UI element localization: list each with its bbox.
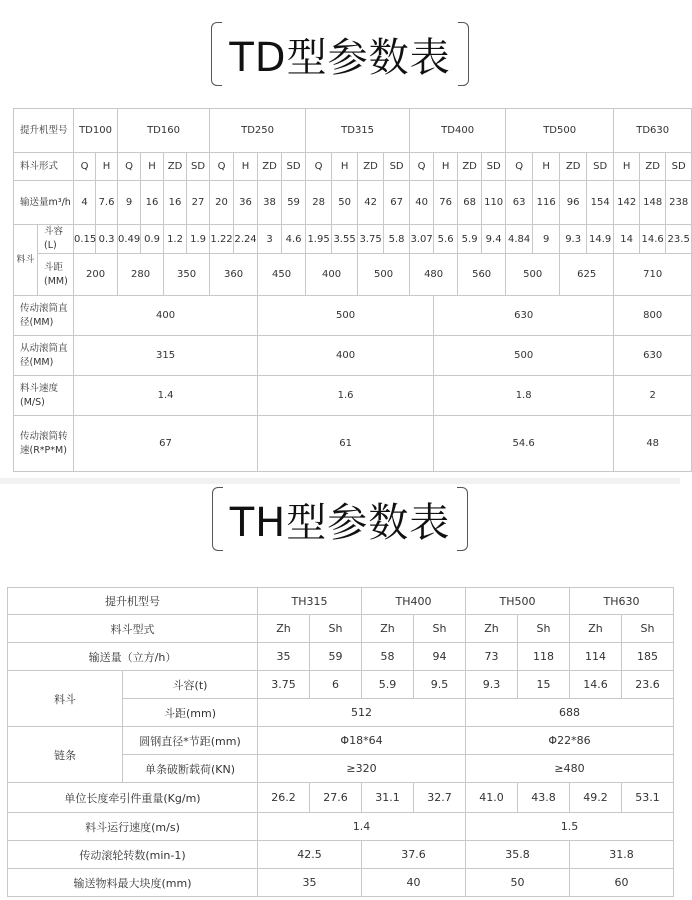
- td-capacity: 27: [187, 181, 210, 225]
- td-volume: 0.3: [96, 225, 118, 254]
- td-volume: 23.5: [666, 225, 692, 254]
- th-weight: 32.7: [414, 783, 466, 813]
- td-bucket-form: H: [234, 153, 258, 181]
- td-capacity: 20: [210, 181, 234, 225]
- th-lump: 60: [570, 869, 674, 897]
- td-speed: 2: [614, 376, 692, 416]
- th-volume: 6: [310, 671, 362, 699]
- td-bucket-form: SD: [482, 153, 506, 181]
- td-drive-dia: 500: [258, 296, 434, 336]
- th-volume: 9.5: [414, 671, 466, 699]
- td-capacity: 76: [434, 181, 458, 225]
- th-rpm: 42.5: [258, 841, 362, 869]
- th-break-load: ≥480: [466, 755, 674, 783]
- td-capacity: 59: [282, 181, 306, 225]
- td-volume: 1.22: [210, 225, 234, 254]
- th-capacity: 35: [258, 643, 310, 671]
- td-row-model: [14, 109, 692, 153]
- td-model: TD315: [306, 109, 410, 153]
- th-label-break-load: 单条破断载荷(KN): [123, 755, 258, 783]
- td-title: TD型参数表: [211, 22, 468, 86]
- td-bucket-form: ZD: [640, 153, 666, 181]
- th-model: TH400: [362, 588, 466, 615]
- td-pitch: 500: [358, 254, 410, 296]
- td-capacity: 154: [587, 181, 614, 225]
- td-volume: 0.49: [118, 225, 141, 254]
- th-label-bucket-group: 料斗: [8, 671, 123, 727]
- td-label-pitch: 斗距(MM): [38, 254, 74, 296]
- th-pitch: 512: [258, 699, 466, 727]
- td-capacity: 16: [141, 181, 164, 225]
- th-label-capacity: 输送量（立方/h）: [8, 643, 258, 671]
- td-pitch: 200: [74, 254, 118, 296]
- td-row-driven-dia: [14, 336, 692, 376]
- td-parameter-table: [13, 108, 692, 472]
- td-pitch: 710: [614, 254, 692, 296]
- th-capacity: 185: [622, 643, 674, 671]
- td-volume: 4.6: [282, 225, 306, 254]
- td-pitch: 560: [458, 254, 506, 296]
- th-label-rpm: 传动滚轮转数(min-1): [8, 841, 258, 869]
- th-volume: 15: [518, 671, 570, 699]
- td-bucket-form: H: [614, 153, 640, 181]
- th-lump: 35: [258, 869, 362, 897]
- td-row-pitch: [14, 254, 692, 296]
- th-label-chain-group: 链条: [8, 727, 123, 783]
- td-capacity: 4: [74, 181, 96, 225]
- th-speed: 1.5: [466, 813, 674, 841]
- td-model: TD160: [118, 109, 210, 153]
- th-label-volume: 斗容(t): [123, 671, 258, 699]
- th-capacity: 118: [518, 643, 570, 671]
- td-volume: 14.6: [640, 225, 666, 254]
- th-row-speed: [8, 813, 674, 841]
- td-capacity: 50: [332, 181, 358, 225]
- th-label-speed: 料斗运行速度(m/s): [8, 813, 258, 841]
- th-weight: 26.2: [258, 783, 310, 813]
- td-label-rpm: 传动滚筒转速(R*P*M): [14, 416, 74, 472]
- th-volume: 23.6: [622, 671, 674, 699]
- td-volume: 5.6: [434, 225, 458, 254]
- td-pitch: 500: [506, 254, 560, 296]
- td-capacity: 148: [640, 181, 666, 225]
- section-divider: [0, 478, 680, 484]
- th-row-rpm: [8, 841, 674, 869]
- td-drive-dia: 630: [434, 296, 614, 336]
- td-rpm: 67: [74, 416, 258, 472]
- td-model: TD500: [506, 109, 614, 153]
- td-bucket-form: Q: [506, 153, 533, 181]
- th-title: TH型参数表: [212, 487, 469, 551]
- td-driven-dia: 315: [74, 336, 258, 376]
- td-row-drive-dia: [14, 296, 692, 336]
- th-label-lump: 输送物料最大块度(mm): [8, 869, 258, 897]
- td-drive-dia: 400: [74, 296, 258, 336]
- td-volume: 3.55: [332, 225, 358, 254]
- td-volume: 1.95: [306, 225, 332, 254]
- td-title-frame: [0, 22, 680, 86]
- td-label-speed: 料斗速度(M/S): [14, 376, 74, 416]
- td-capacity: 36: [234, 181, 258, 225]
- td-volume: 9.4: [482, 225, 506, 254]
- td-speed: 1.4: [74, 376, 258, 416]
- td-capacity: 7.6: [96, 181, 118, 225]
- td-capacity: 38: [258, 181, 282, 225]
- td-rpm: 61: [258, 416, 434, 472]
- td-volume: 0.15: [74, 225, 96, 254]
- td-volume: 1.9: [187, 225, 210, 254]
- td-bucket-form: H: [434, 153, 458, 181]
- td-pitch: 480: [410, 254, 458, 296]
- th-speed: 1.4: [258, 813, 466, 841]
- td-bucket-form: H: [332, 153, 358, 181]
- td-volume: 4.84: [506, 225, 533, 254]
- th-bucket-form: Sh: [622, 615, 674, 643]
- th-bucket-form: Sh: [518, 615, 570, 643]
- td-bucket-form: Q: [210, 153, 234, 181]
- th-bucket-form: Sh: [414, 615, 466, 643]
- th-capacity: 59: [310, 643, 362, 671]
- td-volume: 0.9: [141, 225, 164, 254]
- td-bucket-form: Q: [306, 153, 332, 181]
- td-model: TD250: [210, 109, 306, 153]
- th-volume: 9.3: [466, 671, 518, 699]
- td-label-model: 提升机型号: [14, 109, 74, 153]
- td-capacity: 68: [458, 181, 482, 225]
- td-label-bucket-group: 料斗: [14, 225, 38, 296]
- td-pitch: 450: [258, 254, 306, 296]
- td-bucket-form: ZD: [358, 153, 384, 181]
- td-driven-dia: 500: [434, 336, 614, 376]
- td-driven-dia: 630: [614, 336, 692, 376]
- td-pitch: 400: [306, 254, 358, 296]
- th-row-volume: [8, 671, 674, 699]
- th-bucket-form: Zh: [362, 615, 414, 643]
- th-row-model: [8, 588, 674, 615]
- td-volume: 3.07: [410, 225, 434, 254]
- th-weight: 49.2: [570, 783, 622, 813]
- td-capacity: 110: [482, 181, 506, 225]
- th-volume: 3.75: [258, 671, 310, 699]
- th-model: TH500: [466, 588, 570, 615]
- td-bucket-form: ZD: [458, 153, 482, 181]
- th-break-load: ≥320: [258, 755, 466, 783]
- th-bucket-form: Zh: [570, 615, 622, 643]
- th-capacity: 114: [570, 643, 622, 671]
- th-bucket-form: Sh: [310, 615, 362, 643]
- td-volume: 2.24: [234, 225, 258, 254]
- td-bucket-form: SD: [187, 153, 210, 181]
- th-row-weight: [8, 783, 674, 813]
- th-chain-spec: Φ22*86: [466, 727, 674, 755]
- td-label-driven-dia: 从动滚筒直径(MM): [14, 336, 74, 376]
- td-row-bucket-form: [14, 153, 692, 181]
- td-capacity: 16: [164, 181, 187, 225]
- td-capacity: 63: [506, 181, 533, 225]
- th-lump: 50: [466, 869, 570, 897]
- th-volume: 5.9: [362, 671, 414, 699]
- th-rpm: 31.8: [570, 841, 674, 869]
- th-bucket-form: Zh: [466, 615, 518, 643]
- td-volume: 14.9: [587, 225, 614, 254]
- th-row-bucket-form: [8, 615, 674, 643]
- td-model: TD400: [410, 109, 506, 153]
- th-label-model: 提升机型号: [8, 588, 258, 615]
- td-capacity: 142: [614, 181, 640, 225]
- td-capacity: 116: [533, 181, 560, 225]
- td-volume: 14: [614, 225, 640, 254]
- th-weight: 27.6: [310, 783, 362, 813]
- th-capacity: 58: [362, 643, 414, 671]
- td-model: TD100: [74, 109, 118, 153]
- td-label-volume: 斗容(L): [38, 225, 74, 254]
- th-parameter-table: [7, 587, 674, 897]
- td-bucket-form: ZD: [164, 153, 187, 181]
- th-capacity: 73: [466, 643, 518, 671]
- th-row-lump: [8, 869, 674, 897]
- td-bucket-form: Q: [74, 153, 96, 181]
- th-weight: 41.0: [466, 783, 518, 813]
- td-capacity: 67: [384, 181, 410, 225]
- th-weight: 43.8: [518, 783, 570, 813]
- td-speed: 1.6: [258, 376, 434, 416]
- td-label-drive-dia: 传动滚筒直径(MM): [14, 296, 74, 336]
- td-pitch: 280: [118, 254, 164, 296]
- td-row-speed: [14, 376, 692, 416]
- td-bucket-form: SD: [384, 153, 410, 181]
- td-bucket-form: SD: [282, 153, 306, 181]
- th-label-pitch: 斗距(mm): [123, 699, 258, 727]
- td-capacity: 9: [118, 181, 141, 225]
- th-lump: 40: [362, 869, 466, 897]
- td-capacity: 42: [358, 181, 384, 225]
- td-pitch: 360: [210, 254, 258, 296]
- td-bucket-form: Q: [118, 153, 141, 181]
- td-volume: 9.3: [560, 225, 587, 254]
- td-volume: 3.75: [358, 225, 384, 254]
- td-speed: 1.8: [434, 376, 614, 416]
- td-bucket-form: Q: [410, 153, 434, 181]
- td-row-capacity: [14, 181, 692, 225]
- th-rpm: 37.6: [362, 841, 466, 869]
- td-pitch: 625: [560, 254, 614, 296]
- td-bucket-form: H: [96, 153, 118, 181]
- th-row-capacity: [8, 643, 674, 671]
- td-capacity: 28: [306, 181, 332, 225]
- td-bucket-form: H: [533, 153, 560, 181]
- td-volume: 3: [258, 225, 282, 254]
- td-label-bucket-form: 料斗形式: [14, 153, 74, 181]
- td-capacity: 40: [410, 181, 434, 225]
- th-capacity: 94: [414, 643, 466, 671]
- td-bucket-form: SD: [587, 153, 614, 181]
- td-capacity: 238: [666, 181, 692, 225]
- td-row-volume: [14, 225, 692, 254]
- th-bucket-form: Zh: [258, 615, 310, 643]
- td-bucket-form: ZD: [560, 153, 587, 181]
- th-title-frame: [0, 487, 680, 551]
- th-rpm: 35.8: [466, 841, 570, 869]
- td-capacity: 96: [560, 181, 587, 225]
- td-label-capacity: 输送量m³/h: [14, 181, 74, 225]
- td-rpm: 48: [614, 416, 692, 472]
- td-volume: 9: [533, 225, 560, 254]
- th-pitch: 688: [466, 699, 674, 727]
- th-volume: 14.6: [570, 671, 622, 699]
- td-bucket-form: ZD: [258, 153, 282, 181]
- th-chain-spec: Φ18*64: [258, 727, 466, 755]
- td-volume: 5.9: [458, 225, 482, 254]
- th-label-weight: 单位长度牵引件重量(Kg/m): [8, 783, 258, 813]
- th-weight: 31.1: [362, 783, 414, 813]
- th-model: TH630: [570, 588, 674, 615]
- td-rpm: 54.6: [434, 416, 614, 472]
- th-row-chain-spec: [8, 727, 674, 755]
- td-pitch: 350: [164, 254, 210, 296]
- td-volume: 1.2: [164, 225, 187, 254]
- td-volume: 5.8: [384, 225, 410, 254]
- th-weight: 53.1: [622, 783, 674, 813]
- td-drive-dia: 800: [614, 296, 692, 336]
- td-bucket-form: SD: [666, 153, 692, 181]
- th-model: TH315: [258, 588, 362, 615]
- td-row-rpm: [14, 416, 692, 472]
- td-driven-dia: 400: [258, 336, 434, 376]
- th-label-bucket-form: 料斗型式: [8, 615, 258, 643]
- td-model: TD630: [614, 109, 692, 153]
- td-bucket-form: H: [141, 153, 164, 181]
- th-label-chain-spec: 圆钢直径*节距(mm): [123, 727, 258, 755]
